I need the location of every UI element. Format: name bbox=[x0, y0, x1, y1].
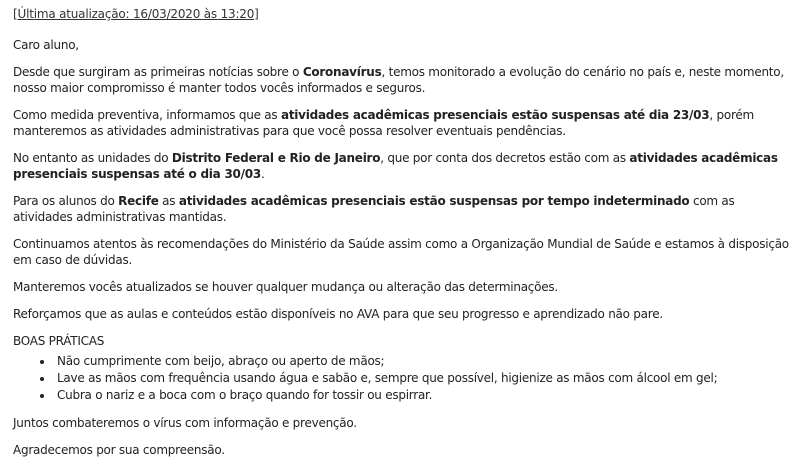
practices-list bbox=[13, 353, 791, 404]
practice-item: • Não cumprimente com beijo, abraço ou aperto de mãos; bbox=[54, 353, 791, 370]
last-update-timestamp: [Última atualização: 16/03/2020 às 13:20] bbox=[13, 7, 259, 21]
paragraph-df-rj bbox=[13, 150, 791, 182]
practice-item: • Lave as mãos com frequência usando água e sabão e, sempre que possível, higienize as mãos com álcool em gel; bbox=[54, 370, 791, 387]
announcement-body bbox=[13, 6, 791, 469]
text: , porém manteremos as atividades administrativas para que você possa resolver eventuais pendências. bbox=[13, 108, 754, 138]
text: com as atividades administrativas mantidas. bbox=[13, 194, 735, 224]
text: Para os alunos do bbox=[13, 194, 119, 208]
practices-heading: BOAS PRÁTICAS bbox=[13, 334, 105, 348]
closing-line: Juntos combateremos o vírus com informação e prevenção. bbox=[13, 416, 357, 430]
paragraph-updates: Manteremos vocês atualizados se houver qualquer mudança ou alteração das determinações. bbox=[13, 280, 558, 294]
paragraph-recife bbox=[13, 193, 791, 225]
text: as bbox=[158, 194, 179, 208]
practice-item: • Cubra o nariz e a boca com o braço quando for tossir ou espirrar. bbox=[54, 387, 791, 404]
text: Desde que surgiram as primeiras notícias sobre o bbox=[13, 65, 303, 79]
greeting: Caro aluno, bbox=[13, 38, 79, 52]
paragraph-preventive bbox=[13, 107, 791, 139]
paragraph-attentive: Continuamos atentos às recomendações do Ministério da Saúde assim como a Organização Mundial de Saúde e estamos à disposição em caso de dúvidas. bbox=[13, 237, 789, 267]
text: , que por conta dos decretos estão com as bbox=[380, 151, 630, 165]
bold-text: atividades acadêmicas presenciais estão suspensas até dia 23/03 bbox=[280, 108, 710, 122]
bold-text: atividades acadêmicas presenciais suspensas até o dia 30/03 bbox=[13, 151, 778, 181]
bold-text: Coronavírus bbox=[302, 65, 382, 79]
thanks-line: Agradecemos por sua compreensão. bbox=[13, 443, 225, 457]
paragraph-ava: Reforçamos que as aulas e conteúdos estão disponíveis no AVA para que seu progresso e aprendizado não pare. bbox=[13, 307, 663, 321]
text: No entanto as unidades do bbox=[13, 151, 172, 165]
text: Como medida preventiva, informamos que as bbox=[13, 108, 281, 122]
text: , temos monitorado a evolução do cenário no país e, neste momento, nosso maior compromisso é manter todos vocês informados e seguros. bbox=[13, 65, 784, 95]
text: . bbox=[260, 167, 265, 181]
paragraph-intro bbox=[13, 64, 791, 96]
bold-text: atividades acadêmicas presenciais estão suspensas por tempo indeterminado bbox=[178, 194, 690, 208]
bold-text: Distrito Federal e Rio de Janeiro bbox=[171, 151, 381, 165]
bold-text: Recife bbox=[118, 194, 159, 208]
